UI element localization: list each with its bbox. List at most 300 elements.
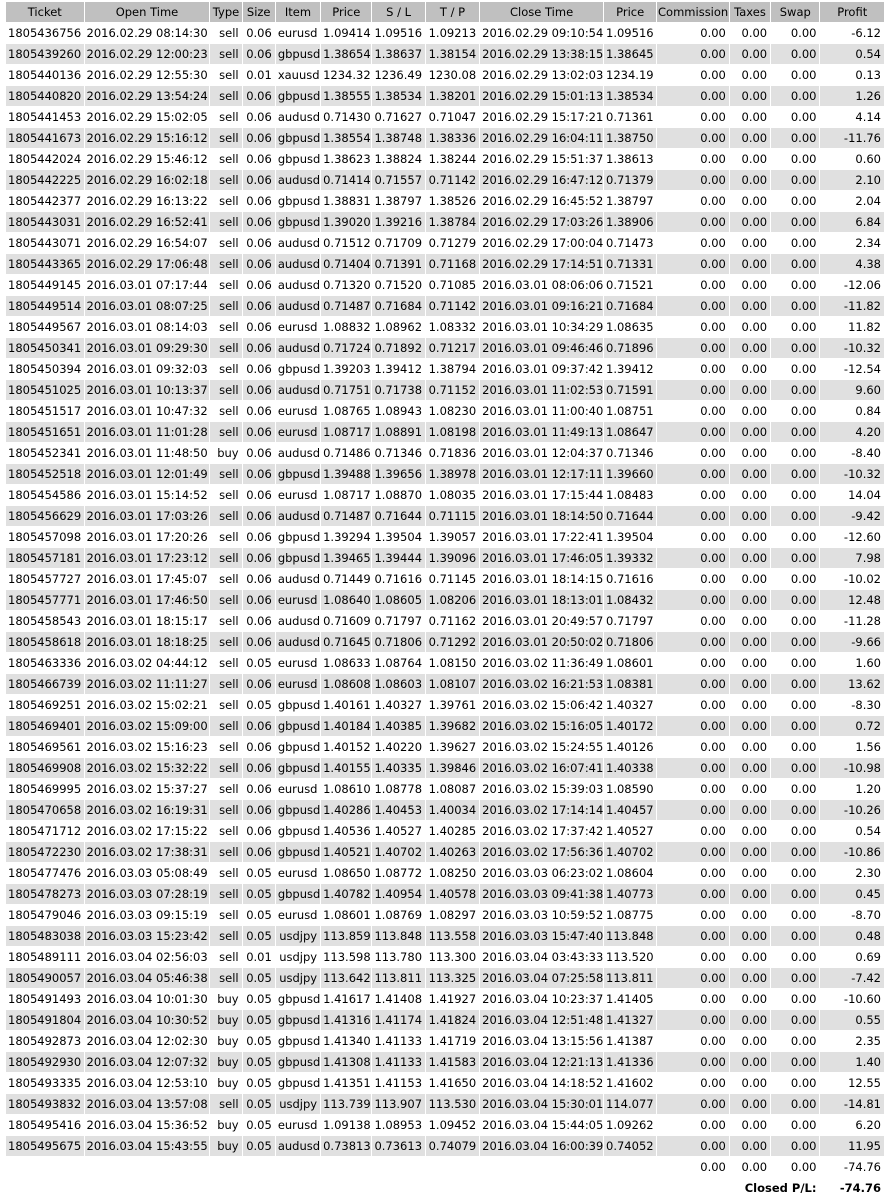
- header-open-time: Open Time: [85, 2, 210, 22]
- cell-close-time: 2016.03.01 20:49:57: [482, 614, 604, 628]
- table-row: [6, 968, 884, 988]
- cell-take-profit: 0.71142: [426, 170, 479, 190]
- cell-item: gbpusd: [276, 842, 320, 862]
- cell-swap: 0.00: [771, 1094, 819, 1114]
- cell-commission: 0.00: [657, 1010, 728, 1030]
- cell-size: 0.06: [246, 320, 272, 334]
- table-row: [6, 1010, 884, 1030]
- cell-commission: 0.00: [657, 338, 728, 358]
- cell-type: sell: [210, 170, 241, 190]
- cell-commission: 0.00: [700, 1076, 726, 1090]
- cell-close-time: 2016.03.02 17:37:42: [482, 824, 604, 838]
- cell-open-price: 0.71512: [323, 236, 371, 250]
- cell-close-time: 2016.03.02 15:24:55: [482, 740, 604, 754]
- cell-size: 0.06: [246, 824, 272, 838]
- cell-stop-loss: 1.40702: [372, 842, 424, 862]
- cell-taxes: 0.00: [741, 908, 768, 922]
- header-ticket: Ticket: [6, 2, 84, 22]
- cell-size: 0.06: [246, 152, 272, 166]
- cell-item: gbpusd: [277, 992, 321, 1006]
- cell-close-time: 2016.03.03 09:41:38: [480, 884, 603, 904]
- cell-open-time: 2016.02.29 16:02:18: [85, 170, 210, 190]
- cell-take-profit: 113.558: [426, 926, 479, 946]
- table-row: [6, 548, 884, 568]
- cell-stop-loss: 1.41133: [374, 1034, 423, 1048]
- cell-close-price: 1.39332: [604, 548, 656, 568]
- cell-open-price: 0.71430: [323, 110, 371, 124]
- cell-close-price: 1.08483: [606, 488, 654, 502]
- cell-taxes: 0.00: [730, 1052, 770, 1072]
- cell-take-profit: 1.08087: [428, 782, 477, 796]
- cell-stop-loss: 1.08891: [372, 422, 424, 442]
- cell-size: 0.05: [246, 992, 272, 1006]
- cell-profit: -10.32: [820, 464, 884, 484]
- cell-item: usdjpy: [276, 1094, 320, 1114]
- cell-close-time: 2016.03.04 15:30:01: [480, 1094, 603, 1114]
- cell-ticket: 1805440136: [8, 68, 82, 82]
- cell-open-price: 1.40155: [321, 758, 371, 778]
- cell-item: audusd: [276, 170, 320, 190]
- cell-taxes: 0.00: [741, 404, 768, 418]
- cell-close-price: 0.74052: [604, 1136, 656, 1156]
- cell-open-price: 1.39465: [321, 548, 371, 568]
- cell-profit: 0.72: [820, 716, 884, 736]
- cell-open-time: 2016.03.04 05:46:38: [85, 968, 210, 988]
- cell-swap: 0.00: [790, 26, 817, 40]
- cell-take-profit: 1.38526: [428, 194, 477, 208]
- cell-profit: -8.70: [851, 908, 881, 922]
- cell-open-time: 2016.03.02 15:32:22: [85, 758, 210, 778]
- cell-stop-loss: 0.71627: [374, 110, 423, 124]
- cell-type: sell: [210, 338, 241, 358]
- cell-size: 0.06: [243, 44, 275, 64]
- cell-close-price: 114.077: [604, 1094, 656, 1114]
- cell-close-time: 2016.02.29 13:02:03: [482, 68, 604, 82]
- cell-profit: 1.56: [855, 740, 881, 754]
- cell-close-time: 2016.03.02 16:07:41: [480, 758, 603, 778]
- cell-close-time: 2016.03.01 18:14:50: [480, 506, 603, 526]
- cell-type: sell: [219, 908, 239, 922]
- cell-profit: -7.42: [820, 968, 884, 988]
- cell-item: gbpusd: [276, 800, 320, 820]
- cell-ticket: 1805456629: [6, 506, 84, 526]
- cell-commission: 0.00: [700, 1034, 726, 1048]
- cell-taxes: 0.00: [730, 926, 770, 946]
- cell-take-profit: 0.71152: [426, 380, 479, 400]
- cell-item: audusd: [276, 338, 320, 358]
- cell-profit: -10.26: [820, 800, 884, 820]
- cell-open-time: 2016.03.04 13:57:08: [85, 1094, 210, 1114]
- cell-close-price: 0.71896: [604, 338, 656, 358]
- cell-stop-loss: 0.71346: [374, 446, 423, 460]
- cell-open-price: 1.39488: [321, 464, 371, 484]
- cell-ticket: 1805450341: [6, 338, 84, 358]
- cell-commission: 0.00: [700, 782, 726, 796]
- cell-stop-loss: 1.08953: [374, 1118, 423, 1132]
- cell-taxes: 0.00: [730, 548, 770, 568]
- cell-commission: 0.00: [657, 506, 728, 526]
- cell-take-profit: 1.08035: [428, 488, 477, 502]
- cell-open-price: 1.41351: [323, 1076, 371, 1090]
- cell-open-price: 1.09414: [323, 26, 371, 40]
- cell-swap: 0.00: [771, 758, 819, 778]
- cell-stop-loss: 1.40385: [372, 716, 424, 736]
- cell-commission: 0.00: [657, 800, 728, 820]
- cell-item: audusd: [276, 632, 320, 652]
- cell-open-time: 2016.03.04 10:30:52: [85, 1010, 210, 1030]
- cell-item: gbpusd: [277, 740, 321, 754]
- cell-type: buy: [210, 1136, 241, 1156]
- cell-swap: 0.00: [771, 506, 819, 526]
- table-row: [6, 170, 884, 190]
- cell-close-price: 1.38534: [604, 86, 656, 106]
- cell-commission: 0.00: [657, 296, 728, 316]
- cell-swap: 0.00: [771, 716, 819, 736]
- cell-take-profit: 1.38154: [426, 44, 479, 64]
- cell-open-price: 0.73813: [321, 1136, 371, 1156]
- cell-open-time: 2016.03.01 09:32:03: [86, 362, 208, 376]
- cell-open-price: 0.71487: [321, 296, 371, 316]
- table-footer: [6, 1157, 884, 1198]
- cell-commission: 0.00: [657, 86, 728, 106]
- cell-close-price: 1.41387: [606, 1034, 654, 1048]
- cell-open-price: 1.08633: [323, 656, 371, 670]
- cell-ticket: 1805451025: [6, 380, 84, 400]
- cell-type: sell: [210, 884, 241, 904]
- table-row: [6, 632, 884, 652]
- cell-stop-loss: 1236.49: [374, 68, 423, 82]
- cell-close-time: 2016.03.01 18:14:15: [482, 572, 604, 586]
- cell-type: sell: [210, 128, 241, 148]
- cell-stop-loss: 1.41133: [372, 1052, 424, 1072]
- cell-size: 0.01: [246, 950, 272, 964]
- cell-ticket: 1805452518: [6, 464, 84, 484]
- cell-type: buy: [217, 992, 239, 1006]
- cell-open-price: 0.71487: [321, 506, 371, 526]
- cell-open-time: 2016.03.03 15:23:42: [85, 926, 210, 946]
- cell-close-time: 2016.03.01 12:17:11: [480, 464, 603, 484]
- cell-commission: 0.00: [657, 842, 728, 862]
- cell-close-time: 2016.03.02 17:56:36: [480, 842, 603, 862]
- cell-type: sell: [219, 950, 239, 964]
- cell-type: sell: [210, 44, 241, 64]
- cell-size: 0.06: [246, 740, 272, 754]
- cell-taxes: 0.00: [730, 674, 770, 694]
- cell-close-price: 1.40773: [604, 884, 656, 904]
- cell-taxes: 0.00: [741, 236, 768, 250]
- cell-open-time: 2016.03.01 18:15:17: [86, 614, 208, 628]
- cell-type: sell: [219, 26, 239, 40]
- cell-open-price: 1.08608: [321, 674, 371, 694]
- cell-size: 0.06: [243, 422, 275, 442]
- cell-ticket: 1805439260: [6, 44, 84, 64]
- table-row: [6, 359, 884, 379]
- cell-profit: 4.38: [820, 254, 884, 274]
- table-row: [6, 128, 884, 148]
- cell-swap: 0.00: [790, 278, 817, 292]
- cell-stop-loss: 1.08603: [372, 674, 424, 694]
- cell-swap: 0.00: [771, 44, 819, 64]
- cell-taxes: 0.00: [730, 212, 770, 232]
- table-row: [6, 1094, 884, 1114]
- cell-open-price: 1.39203: [323, 362, 371, 376]
- cell-commission: 0.00: [657, 128, 728, 148]
- cell-open-time: 2016.03.01 09:29:30: [85, 338, 210, 358]
- cell-open-price: 1.08601: [323, 908, 371, 922]
- cell-stop-loss: 1.08778: [374, 782, 423, 796]
- cell-open-time: 2016.02.29 13:54:24: [85, 86, 210, 106]
- cell-taxes: 0.00: [741, 446, 768, 460]
- header-item: Item: [276, 2, 320, 22]
- cell-ticket: 1805469561: [8, 740, 82, 754]
- table-row: [6, 716, 884, 736]
- cell-item: gbpusd: [277, 152, 321, 166]
- cell-take-profit: 1.41583: [426, 1052, 479, 1072]
- cell-commission: 0.00: [657, 464, 728, 484]
- cell-stop-loss: 1.08772: [374, 866, 423, 880]
- cell-item: eurusd: [277, 320, 318, 334]
- cell-ticket: 1805436756: [8, 26, 82, 40]
- cell-item: eurusd: [277, 908, 318, 922]
- cell-stop-loss: 1.41153: [374, 1076, 423, 1090]
- table-row: [6, 254, 884, 274]
- cell-taxes: 0.00: [741, 110, 768, 124]
- cell-taxes: 0.00: [741, 488, 768, 502]
- cell-profit: 11.82: [848, 320, 881, 334]
- cell-open-price: 0.71645: [321, 632, 371, 652]
- cell-swap: 0.00: [790, 1034, 817, 1048]
- cell-swap: 0.00: [790, 488, 817, 502]
- cell-stop-loss: 1.40335: [372, 758, 424, 778]
- cell-type: sell: [219, 782, 239, 796]
- cell-open-time: 2016.03.02 17:38:31: [85, 842, 210, 862]
- cell-take-profit: 1.40263: [426, 842, 479, 862]
- cell-open-price: 1.41308: [321, 1052, 371, 1072]
- cell-stop-loss: 0.71738: [372, 380, 424, 400]
- cell-close-time: 2016.03.01 09:46:46: [480, 338, 603, 358]
- header-stop-loss: S / L: [372, 2, 424, 22]
- cell-profit: 2.10: [820, 170, 884, 190]
- header-close-time: Close Time: [480, 2, 603, 22]
- cell-close-time: 2016.02.29 09:10:54: [482, 26, 604, 40]
- cell-size: 0.06: [243, 86, 275, 106]
- cell-take-profit: 1.38978: [426, 464, 479, 484]
- table-row: [6, 275, 884, 295]
- cell-profit: 11.95: [820, 1136, 884, 1156]
- cell-taxes: 0.00: [730, 170, 770, 190]
- cell-commission: 0.00: [657, 1052, 728, 1072]
- cell-open-time: 2016.03.01 11:01:28: [85, 422, 210, 442]
- cell-close-price: 1.09516: [606, 26, 654, 40]
- cell-profit: 2.34: [855, 236, 881, 250]
- cell-size: 0.06: [243, 716, 275, 736]
- cell-ticket: 1805457771: [6, 590, 84, 610]
- table-row: [6, 821, 884, 841]
- cell-commission: 0.00: [657, 548, 728, 568]
- cell-type: sell: [210, 800, 241, 820]
- closed-pl-row: [6, 1178, 884, 1198]
- cell-profit: -11.76: [820, 128, 884, 148]
- cell-swap: 0.00: [771, 548, 819, 568]
- cell-commission: 0.00: [700, 68, 726, 82]
- table-row: [6, 338, 884, 358]
- cell-profit: 12.55: [848, 1076, 881, 1090]
- table-row: [6, 401, 884, 421]
- cell-open-time: 2016.03.01 07:17:44: [86, 278, 208, 292]
- cell-size: 0.05: [243, 1136, 275, 1156]
- cell-swap: 0.00: [790, 866, 817, 880]
- cell-item: gbpusd: [276, 1052, 320, 1072]
- cell-type: sell: [219, 866, 239, 880]
- cell-commission: 0.00: [657, 632, 728, 652]
- cell-commission: 0.00: [700, 1118, 726, 1132]
- cell-close-price: 0.71591: [604, 380, 656, 400]
- cell-close-price: 1.41602: [606, 1076, 654, 1090]
- cell-item: gbpusd: [277, 362, 321, 376]
- cell-swap: 0.00: [771, 422, 819, 442]
- cell-close-time: 2016.03.01 11:00:40: [482, 404, 604, 418]
- cell-taxes: 0.00: [730, 1094, 770, 1114]
- cell-take-profit: 0.71836: [428, 446, 477, 460]
- cell-profit: 0.55: [820, 1010, 884, 1030]
- cell-close-time: 2016.03.03 10:59:52: [482, 908, 604, 922]
- cell-close-price: 1.08601: [606, 656, 654, 670]
- cell-type: sell: [219, 656, 239, 670]
- cell-item: gbpusd: [277, 824, 321, 838]
- cell-close-price: 0.71521: [606, 278, 654, 292]
- cell-open-price: 1.08610: [323, 782, 371, 796]
- cell-type: sell: [210, 464, 241, 484]
- cell-commission: 0.00: [700, 236, 726, 250]
- cell-size: 0.05: [246, 1076, 272, 1090]
- cell-take-profit: 1.39057: [428, 530, 477, 544]
- cell-stop-loss: 1.40954: [372, 884, 424, 904]
- cell-taxes: 0.00: [730, 338, 770, 358]
- total-profit: -74.76: [820, 1157, 884, 1177]
- cell-item: gbpusd: [276, 464, 320, 484]
- cell-close-price: 1.40527: [606, 824, 654, 838]
- cell-close-price: 1.39412: [606, 362, 654, 376]
- cell-take-profit: 113.300: [428, 950, 477, 964]
- cell-ticket: 1805451651: [6, 422, 84, 442]
- cell-open-time: 2016.03.03 05:08:49: [86, 866, 208, 880]
- cell-taxes: 0.00: [730, 884, 770, 904]
- cell-item: eurusd: [276, 674, 320, 694]
- cell-open-time: 2016.02.29 16:52:41: [85, 212, 210, 232]
- cell-open-time: 2016.03.01 17:45:07: [86, 572, 208, 586]
- cell-swap: 0.00: [771, 926, 819, 946]
- cell-taxes: 0.00: [741, 782, 768, 796]
- table-row: [6, 653, 884, 673]
- cell-item: gbpusd: [276, 44, 320, 64]
- cell-commission: 0.00: [700, 320, 726, 334]
- cell-item: audusd: [277, 278, 321, 292]
- cell-swap: 0.00: [790, 1118, 817, 1132]
- cell-type: buy: [217, 1076, 239, 1090]
- cell-swap: 0.00: [771, 338, 819, 358]
- cell-profit: 6.84: [820, 212, 884, 232]
- cell-stop-loss: 1.38797: [374, 194, 423, 208]
- cell-close-price: 1.41336: [604, 1052, 656, 1072]
- header-profit: Profit: [820, 2, 884, 22]
- cell-swap: 0.00: [790, 320, 817, 334]
- cell-size: 0.05: [243, 1094, 275, 1114]
- cell-profit: -12.60: [843, 530, 881, 544]
- cell-close-time: 2016.02.29 13:38:15: [480, 44, 603, 64]
- cell-take-profit: 1.41927: [428, 992, 477, 1006]
- cell-item: eurusd: [277, 782, 318, 796]
- cell-profit: 0.84: [855, 404, 881, 418]
- cell-taxes: 0.00: [741, 656, 768, 670]
- cell-stop-loss: 0.71391: [372, 254, 424, 274]
- cell-open-time: 2016.03.02 15:02:21: [86, 698, 208, 712]
- cell-size: 0.06: [243, 674, 275, 694]
- cell-profit: 7.98: [820, 548, 884, 568]
- cell-close-time: 2016.03.01 20:50:02: [480, 632, 603, 652]
- cell-item: audusd: [276, 254, 320, 274]
- cell-swap: 0.00: [771, 1052, 819, 1072]
- header-commission: Commission: [657, 2, 728, 22]
- cell-swap: 0.00: [790, 68, 817, 82]
- cell-stop-loss: 0.71806: [372, 632, 424, 652]
- cell-close-time: 2016.03.04 12:51:48: [480, 1010, 603, 1030]
- cell-open-price: 1.40152: [323, 740, 371, 754]
- cell-take-profit: 1.08198: [426, 422, 479, 442]
- cell-close-time: 2016.03.01 11:02:53: [480, 380, 603, 400]
- cell-commission: 0.00: [657, 44, 728, 64]
- cell-open-time: 2016.02.29 15:46:12: [86, 152, 208, 166]
- cell-open-price: 0.71724: [321, 338, 371, 358]
- cell-stop-loss: 1.40453: [372, 800, 424, 820]
- cell-stop-loss: 1.38637: [372, 44, 424, 64]
- cell-item: audusd: [277, 572, 321, 586]
- cell-commission: 0.00: [700, 950, 726, 964]
- cell-stop-loss: 0.71709: [374, 236, 423, 250]
- cell-take-profit: 1230.08: [428, 68, 477, 82]
- cell-item: gbpusd: [277, 1076, 321, 1090]
- cell-profit: 13.62: [820, 674, 884, 694]
- cell-profit: -12.06: [843, 278, 881, 292]
- cell-profit: 2.04: [855, 194, 881, 208]
- cell-open-time: 2016.03.04 12:07:32: [85, 1052, 210, 1072]
- cell-commission: 0.00: [657, 380, 728, 400]
- table-row: [6, 23, 884, 43]
- cell-type: sell: [219, 362, 239, 376]
- cell-take-profit: 113.325: [426, 968, 479, 988]
- cell-size: 0.06: [243, 296, 275, 316]
- cell-ticket: 1805443071: [8, 236, 82, 250]
- cell-type: sell: [210, 590, 241, 610]
- cell-size: 0.05: [243, 926, 275, 946]
- cell-take-profit: 1.38201: [426, 86, 479, 106]
- cell-commission: 0.00: [700, 572, 726, 586]
- cell-taxes: 0.00: [741, 572, 768, 586]
- cell-open-price: 1.08717: [321, 422, 371, 442]
- cell-take-profit: 1.08230: [428, 404, 477, 418]
- cell-taxes: 0.00: [741, 320, 768, 334]
- cell-open-time: 2016.03.02 17:15:22: [86, 824, 208, 838]
- closed-pl-spacer: [6, 1178, 656, 1198]
- cell-swap: 0.00: [790, 194, 817, 208]
- cell-commission: 0.00: [700, 530, 726, 544]
- cell-close-time: 2016.03.03 15:47:40: [480, 926, 603, 946]
- cell-swap: 0.00: [771, 968, 819, 988]
- cell-size: 0.05: [246, 1118, 272, 1132]
- cell-taxes: 0.00: [730, 296, 770, 316]
- cell-close-price: 0.71361: [606, 110, 654, 124]
- cell-open-price: 1.08650: [323, 866, 371, 880]
- total-commission: 0.00: [657, 1157, 728, 1177]
